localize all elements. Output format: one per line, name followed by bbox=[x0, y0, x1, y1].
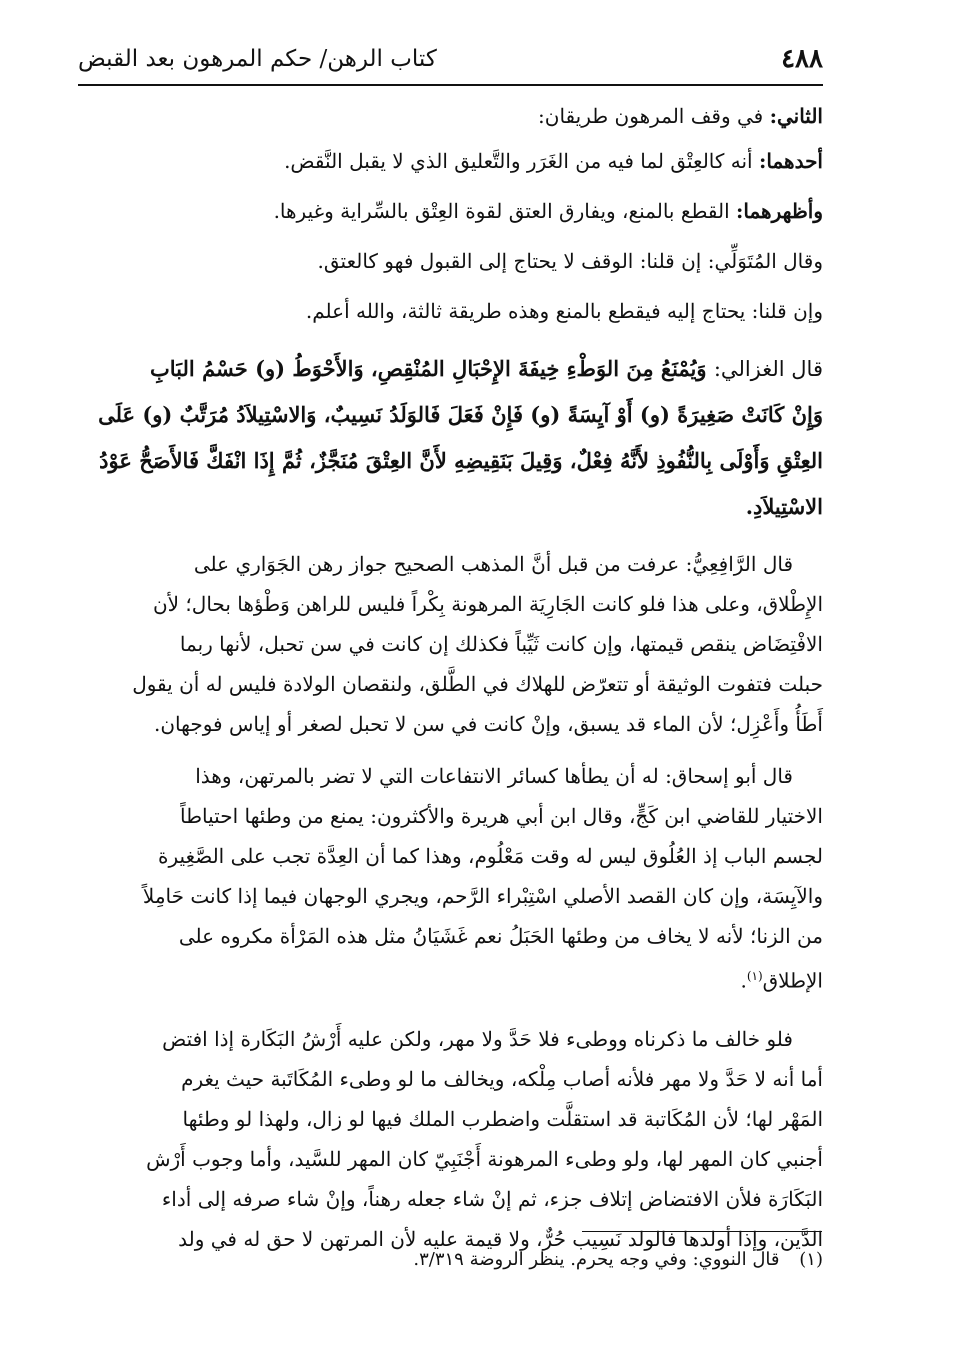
rafii-line-4: حبلت فتفوت الوثيقة أو تتعرّض للهلاك في الطَّلق، ولنقصان الولادة فليس له أن يقول bbox=[132, 672, 823, 696]
rafii-commentary bbox=[78, 544, 823, 744]
second-way bbox=[78, 186, 823, 236]
abu-ishaq-line-5: من الزنا؛ لأنه لا يخاف من وطئها الحَبَلُ نعم غَشَيَانُ مثل هذه المَرْأة مكروه على bbox=[178, 924, 823, 948]
ghazali-text-1: وَيُمْنَعُ مِنَ الوَطْءِ خِيفَةَ الإِحْبَالِ المُنْقِصِ، وَالأَحْوَطُ (و) حَسْمُ البَابِ bbox=[150, 356, 707, 381]
footnote-divider bbox=[582, 1231, 822, 1232]
section-two-intro bbox=[78, 96, 823, 136]
abu-ishaq-line-6-text: الإطلاق bbox=[762, 968, 823, 993]
footnote bbox=[78, 1245, 823, 1275]
rafii-line-3: الافْتِضَاض ينقص قيمتها، وإن كانت ثَيِّباً فكذلك إن كانت في سن تحبل، لأنها ربما bbox=[179, 632, 823, 656]
ghazali-prefix: قال الغزالي: bbox=[713, 357, 823, 381]
abu-ishaq-line-1: قال أبو إسحاق: له أن يطأها كسائر الانتفاعات التي لا تضر بالمرتهن، وهذا bbox=[195, 764, 793, 788]
running-title: كتاب الرهن/ حكم المرهون بعد القبض bbox=[78, 46, 437, 72]
second-way-text: القطع بالمنع، ويفارق العتق لقوة العِتْق بالسِّراية وغيرها. bbox=[273, 199, 730, 223]
header-divider bbox=[78, 84, 823, 86]
page-header bbox=[78, 40, 823, 78]
abu-ishaq-line-6 bbox=[78, 956, 823, 1001]
first-way-text: أنه كالعِتْق لما فيه من الغَرَر والتَّعليق الذي لا يقبل النَّقض. bbox=[284, 149, 753, 173]
first-way bbox=[78, 136, 823, 186]
abu-ishaq-line-4: والآيِسَة، وإن كان القصد الأصلي اسْتِبْراء الرَّحم، ويجري الوجهان فيما إذا كانت حَامِلاً bbox=[142, 884, 823, 908]
footnote-text: قال النووي: وفي وجه يحرم. ينظر الروضة ٣/٣١٩. bbox=[413, 1249, 780, 1270]
intro-rest: في وقف المرهون طريقان: bbox=[538, 104, 764, 128]
footnote-number: (١) bbox=[799, 1249, 823, 1270]
mutawalli-opinion: وقال المُتَوَلِّي: إن قلنا: الوقف لا يحتاج إلى القبول فهو كالعتق. bbox=[317, 249, 823, 273]
khalaf-paragraph bbox=[78, 1019, 823, 1259]
khalaf-line-3: المَهْر لها؛ لأن المُكَاتبة قد استقلَّت واضطرب الملك فيها لو زال، ولهذا لو وطئها bbox=[182, 1106, 823, 1131]
rafii-line-5: أَطَأُ وأَعْزِل؛ لأن الماء قد يسبق، وإنْ كانت في سن لا تحبل لصغر أو إياس فوجهان. bbox=[153, 712, 823, 736]
khalaf-line-4: أجنبي كان المهر لها، ولو وطىء المرهونة أَجْنَبِيّ كان المهر للسَّيد، وأما وجوب أَرْش bbox=[146, 1146, 823, 1171]
rafii-line-1: قال الرَّافِعِيُّ: عرفت من قبل أنَّ المذهب الصحيح جواز رهن الجَوَاري على bbox=[193, 552, 793, 576]
body-text bbox=[78, 96, 823, 1271]
footnote-reference[interactable]: (١) bbox=[746, 969, 763, 983]
rafii-line-2: الإِطْلاق، وعلى هذا فلو كانت الجَارِيَة المرهونة بِكْراً فليس للراهن وَطْؤها بحال؛ لأن bbox=[152, 592, 823, 616]
ghazali-line-4: الاسْتِيلاَدِ. bbox=[745, 494, 823, 519]
ghazali-line-1 bbox=[78, 346, 823, 392]
khalaf-line-5: البَكَارَة فلأن الافتضاض إتلاف جزء، ثم إنْ شاء جعله رهناً، وإنْ شاء صرفه إلى أداء bbox=[161, 1186, 823, 1211]
ghazali-matn bbox=[78, 346, 823, 530]
page-number: ٤٨٨ bbox=[781, 44, 823, 74]
khalaf-line-1: فلو خالف ما ذكرناه ووطىء فلا حَدَّ ولا مهر، ولكن عليه أَرْشُ البَكَارة إذا افتض bbox=[162, 1026, 793, 1051]
first-way-lead: أحدهما: bbox=[758, 149, 823, 173]
ghazali-line-2: وَإِنْ كَانَتْ صَغِيرَةً (و) أَوْ آيِسَةً (و) فَإِنْ فَعَلَ فَالوَلَدُ نَسِيبٌ، وَالاسْتِيلاَدُ مُرَتَّبٌ (و) عَلَى bbox=[98, 402, 823, 427]
abu-ishaq-line-2: الاختيار للقاضي ابن كَجٍّ، وقال ابن أبي هريرة والأكثرون: يمنع من وطئها احتياطاً bbox=[180, 804, 823, 828]
abu-ishaq-line-6-end: . bbox=[740, 968, 747, 993]
second-way-lead: وأظهرهما: bbox=[736, 199, 823, 223]
khalaf-line-2: أما أنه لا حَدَّ ولا مهر فلأنه أصاب مِلْكه، ويخالف ما لو وطىء المُكَاتَبة حيث يغرم bbox=[181, 1066, 823, 1091]
intro-lead: الثاني: bbox=[769, 104, 823, 128]
third-way: وإن قلنا: يحتاج إليه فيقطع بالمنع وهذه طريقة ثالثة، والله أعلم. bbox=[305, 299, 823, 323]
khalaf-line-6: الدَّين، وإذا أولدها فالولد نَسِيب حُرٌّ، ولا قيمة عليه لأن المرتهن لا حق له في ولد bbox=[178, 1226, 823, 1251]
abu-ishaq-paragraph bbox=[78, 756, 823, 1001]
section-two bbox=[78, 96, 823, 336]
ghazali-line-3: العِتْقِ وَأَوْلَى بِالنُّفُوذِ لأَنَّهُ فِعْلٌ، وَقِيلَ بَنَقِيضِهِ لأَنَّ العِتْقَ مُنَجَّزٌ، ثُمَّ إِذَا انْفَكَّ فَالأَصَحُّ عَوْدُ bbox=[99, 448, 823, 473]
abu-ishaq-line-3: لجسم الباب إذ العُلُوق ليس له وقت مَعْلُوم، وهذا كما أن العِدَّة تجب على الصَّغِيرة bbox=[158, 844, 823, 868]
